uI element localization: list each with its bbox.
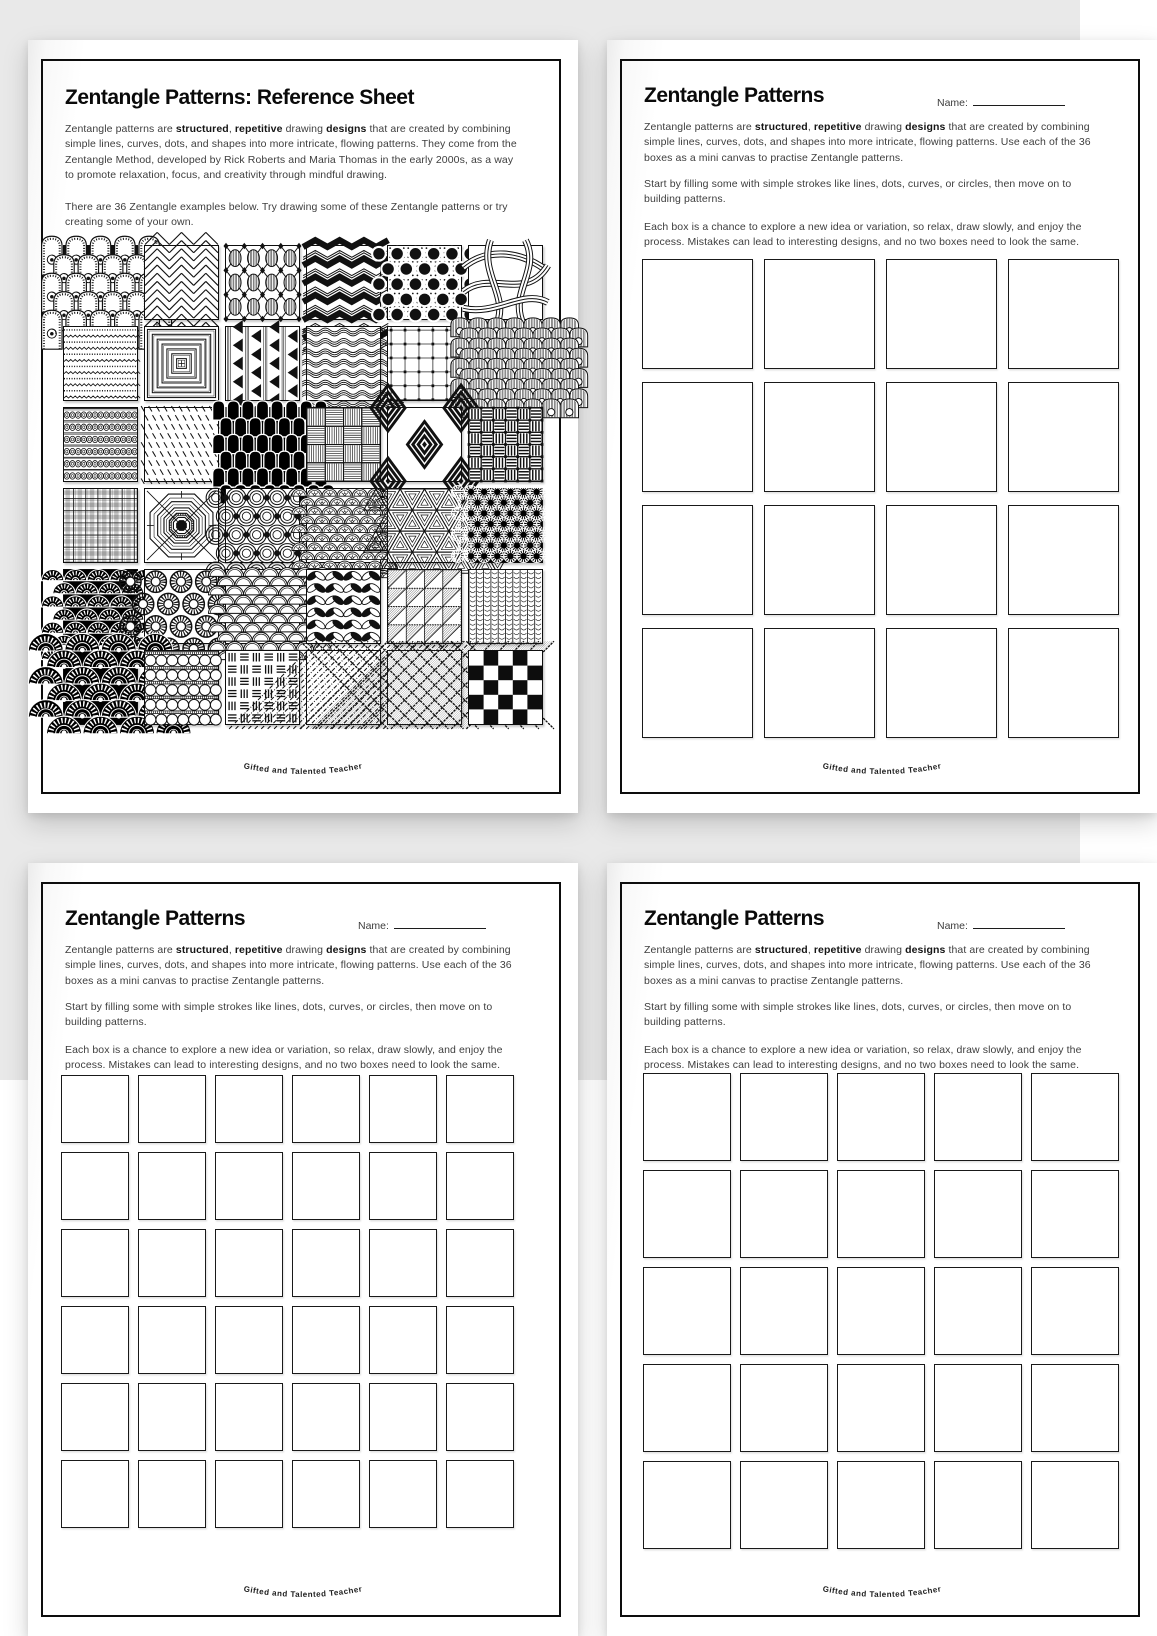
svg-text:Gifted and Talented Teacher	[243, 1584, 363, 1599]
practice-box	[886, 628, 997, 738]
pattern-tile-dotted-diagonals	[306, 650, 381, 725]
pattern-tile-polka-dots	[387, 245, 462, 320]
practice-box	[934, 1364, 1022, 1452]
pattern-tile-rain-dashes	[144, 407, 219, 482]
practice-box	[837, 1364, 925, 1452]
sheet-worksheet-bottom-right	[607, 863, 1157, 1636]
sheet-reference	[28, 40, 578, 813]
pattern-tile-checkerboard	[468, 650, 543, 725]
practice-box	[1031, 1364, 1119, 1452]
practice-box	[61, 1152, 129, 1220]
practice-box	[1031, 1461, 1119, 1549]
name-label: Name:	[937, 97, 968, 109]
practice-box	[369, 1306, 437, 1374]
pattern-tile-herringbone-weave	[144, 245, 219, 320]
page-title: Zentangle Patterns: Reference Sheet	[65, 86, 414, 109]
pattern-tile-ribbon-curves	[468, 245, 543, 320]
pattern-tile-fan-scales	[63, 650, 138, 725]
step-paragraph: Start by filling some with simple strokes like lines, dots, curves, or circles, then move on to building patterns.	[644, 178, 1072, 206]
practice-box	[934, 1073, 1022, 1161]
svg-text:Gifted and Talented Teacher	[822, 761, 942, 776]
pattern-tile-micro-zigzag-rows	[63, 326, 138, 401]
practice-box	[643, 1461, 731, 1549]
pattern-tile-diamond-op-art	[387, 407, 462, 482]
practice-box	[369, 1460, 437, 1528]
intro-paragraph: Zentangle patterns are structured, repetitive drawing designs that are created by combining simple lines, curves, dots, and shapes into more intricate, flowing patterns. Use each of the 36 boxes as a mini canvas to practise Zentangle patterns.	[644, 121, 1091, 164]
curved-brand-text	[762, 744, 1002, 796]
practice-box	[292, 1306, 360, 1374]
practice-box	[138, 1306, 206, 1374]
pattern-tile-diagonal-lattice	[387, 650, 462, 725]
practice-box	[138, 1229, 206, 1297]
encouragement-paragraph: Each box is a chance to explore a new idea or variation, so relax, draw slowly, and enjoy the process. Mistakes can lead to interesting designs, and no two boxes need to look the same.	[65, 1044, 503, 1072]
page-title: Zentangle Patterns	[644, 84, 825, 107]
svg-text:Gifted and Talented Teacher	[243, 761, 363, 776]
practice-box	[1031, 1170, 1119, 1258]
pattern-tile-basket-weave	[468, 407, 543, 482]
practice-box	[138, 1075, 206, 1143]
practice-box	[764, 628, 875, 738]
practice-box	[740, 1073, 828, 1161]
practice-box	[643, 1073, 731, 1161]
pattern-tile-scallop-fans	[468, 326, 543, 401]
name-underline	[394, 919, 486, 929]
pattern-tile-hatched-triangles	[387, 569, 462, 644]
name-underline	[973, 96, 1065, 106]
pattern-tile-swirl-scales	[468, 488, 543, 563]
practice-box	[1008, 628, 1119, 738]
practice-box	[369, 1229, 437, 1297]
practice-box	[642, 382, 753, 492]
brand-footer	[28, 744, 578, 796]
pattern-grid	[63, 245, 545, 727]
brand-footer-text: Gifted and Talented Teacher	[821, 1584, 943, 1600]
practice-box	[643, 1364, 731, 1452]
practice-box	[292, 1152, 360, 1220]
name-label: Name:	[937, 920, 968, 932]
pattern-tile-facet-triangles	[387, 488, 462, 563]
step-paragraph: Start by filling some with simple strokes like lines, dots, curves, or circles, then move on to building patterns.	[65, 1001, 493, 1029]
pattern-tile-chevron-zigzag	[306, 245, 381, 320]
brand-footer-text: Gifted and Talented Teacher	[242, 1584, 364, 1600]
pattern-tile-concentric-squares	[144, 326, 219, 401]
intro-paragraph: Zentangle patterns are structured, repetitive drawing designs that are created by combining simple lines, curves, dots, and shapes into more intricate, flowing patterns. Use each of the 36 boxes as a mini canvas to practise Zentangle patterns.	[644, 944, 1091, 987]
practice-box	[642, 259, 753, 369]
pattern-tile-wave-columns	[468, 569, 543, 644]
name-label: Name:	[358, 920, 389, 932]
practice-box	[446, 1229, 514, 1297]
practice-box	[886, 382, 997, 492]
encouragement-paragraph: Each box is a chance to explore a new idea or variation, so relax, draw slowly, and enjoy the process. Mistakes can lead to interesting designs, and no two boxes need to look the same.	[644, 1044, 1082, 1072]
pattern-tile-gothic-arches	[225, 407, 300, 482]
practice-box	[643, 1170, 731, 1258]
name-underline	[973, 919, 1065, 929]
brand-footer	[28, 1567, 578, 1619]
brand-footer-text: Gifted and Talented Teacher	[242, 761, 364, 777]
practice-box	[369, 1383, 437, 1451]
svg-text:Gifted and Talented Teacher	[822, 1584, 942, 1599]
sheet-worksheet-top-right	[607, 40, 1157, 813]
practice-box	[446, 1152, 514, 1220]
instruction-paragraph: There are 36 Zentangle examples below. Try drawing some of these Zentangle patterns or try creating some of your own.	[65, 201, 508, 229]
practice-box	[292, 1460, 360, 1528]
practice-box	[446, 1075, 514, 1143]
practice-box	[292, 1383, 360, 1451]
pattern-tile-octagon-tunnel	[144, 488, 219, 563]
encouragement-paragraph: Each box is a chance to explore a new idea or variation, so relax, draw slowly, and enjoy the process. Mistakes can lead to interesting designs, and no two boxes need to look the same.	[644, 221, 1082, 249]
practice-box	[446, 1306, 514, 1374]
pattern-tile-peacock-arches	[63, 245, 138, 320]
practice-box	[1008, 505, 1119, 615]
curved-brand-text	[183, 1567, 423, 1619]
brand-footer-text: Gifted and Talented Teacher	[821, 761, 943, 777]
pattern-tile-triangle-stripes	[225, 326, 300, 401]
practice-box	[138, 1460, 206, 1528]
practice-box	[764, 382, 875, 492]
brand-footer	[607, 1567, 1157, 1619]
practice-box	[61, 1306, 129, 1374]
practice-box	[215, 1229, 283, 1297]
practice-box	[1008, 259, 1119, 369]
practice-box	[446, 1383, 514, 1451]
practice-box	[740, 1461, 828, 1549]
pattern-tile-spoke-wheels	[144, 569, 219, 644]
practice-box	[934, 1461, 1022, 1549]
practice-box	[446, 1460, 514, 1528]
name-field	[937, 96, 1065, 109]
practice-box	[61, 1460, 129, 1528]
practice-box	[215, 1383, 283, 1451]
practice-box	[740, 1364, 828, 1452]
pattern-tile-circle-bands	[144, 650, 219, 725]
pattern-tile-plaid	[63, 488, 138, 563]
practice-box	[1008, 382, 1119, 492]
pattern-tile-circle-targets	[225, 488, 300, 563]
practice-box	[837, 1461, 925, 1549]
practice-box	[764, 505, 875, 615]
pattern-tile-bead-rows	[63, 407, 138, 482]
practice-box	[61, 1075, 129, 1143]
pattern-tile-leaf-braid	[306, 569, 381, 644]
page-title: Zentangle Patterns	[65, 907, 246, 930]
practice-box	[740, 1170, 828, 1258]
step-paragraph: Start by filling some with simple strokes like lines, dots, curves, or circles, then move on to building patterns.	[644, 1001, 1072, 1029]
name-field	[937, 919, 1065, 932]
practice-box	[292, 1229, 360, 1297]
practice-box	[215, 1460, 283, 1528]
sheet-worksheet-bottom-left	[28, 863, 578, 1636]
practice-box	[215, 1306, 283, 1374]
practice-box	[764, 259, 875, 369]
practice-box	[369, 1075, 437, 1143]
practice-box	[643, 1267, 731, 1355]
practice-box	[138, 1152, 206, 1220]
practice-box	[934, 1170, 1022, 1258]
practice-box	[642, 505, 753, 615]
practice-box	[61, 1383, 129, 1451]
practice-box	[369, 1152, 437, 1220]
practice-box	[1031, 1073, 1119, 1161]
practice-box	[837, 1267, 925, 1355]
curved-brand-text	[183, 744, 423, 796]
practice-box	[61, 1229, 129, 1297]
practice-box	[934, 1267, 1022, 1355]
practice-box	[837, 1170, 925, 1258]
pattern-tile-wave-lines	[306, 326, 381, 401]
name-field	[358, 919, 486, 932]
pattern-tile-striped-diamonds	[225, 245, 300, 320]
curved-brand-text	[762, 1567, 1002, 1619]
pattern-tile-outline-scales	[225, 569, 300, 644]
brand-footer	[607, 744, 1157, 796]
practice-box	[215, 1075, 283, 1143]
intro-paragraph: Zentangle patterns are structured, repetitive drawing designs that are created by combining simple lines, curves, dots, and shapes into more intricate, flowing patterns. They come from the Zentangle Method, developed by Rick Roberts and Maria Thomas in the early 2000s, as a way to promote relaxation, focus, and creativity through mindful drawing.	[65, 123, 517, 182]
practice-box	[1031, 1267, 1119, 1355]
practice-box	[837, 1073, 925, 1161]
practice-box	[215, 1152, 283, 1220]
pattern-tile-dash-weave	[225, 650, 300, 725]
intro-paragraph: Zentangle patterns are structured, repetitive drawing designs that are created by combining simple lines, curves, dots, and shapes into more intricate, flowing patterns. Use each of the 36 boxes as a mini canvas to practise Zentangle patterns.	[65, 944, 512, 987]
pattern-tile-weave-checker	[306, 407, 381, 482]
practice-box	[740, 1267, 828, 1355]
practice-box	[886, 259, 997, 369]
practice-box	[138, 1383, 206, 1451]
practice-box	[292, 1075, 360, 1143]
practice-box	[642, 628, 753, 738]
practice-box	[886, 505, 997, 615]
page-title: Zentangle Patterns	[644, 907, 825, 930]
